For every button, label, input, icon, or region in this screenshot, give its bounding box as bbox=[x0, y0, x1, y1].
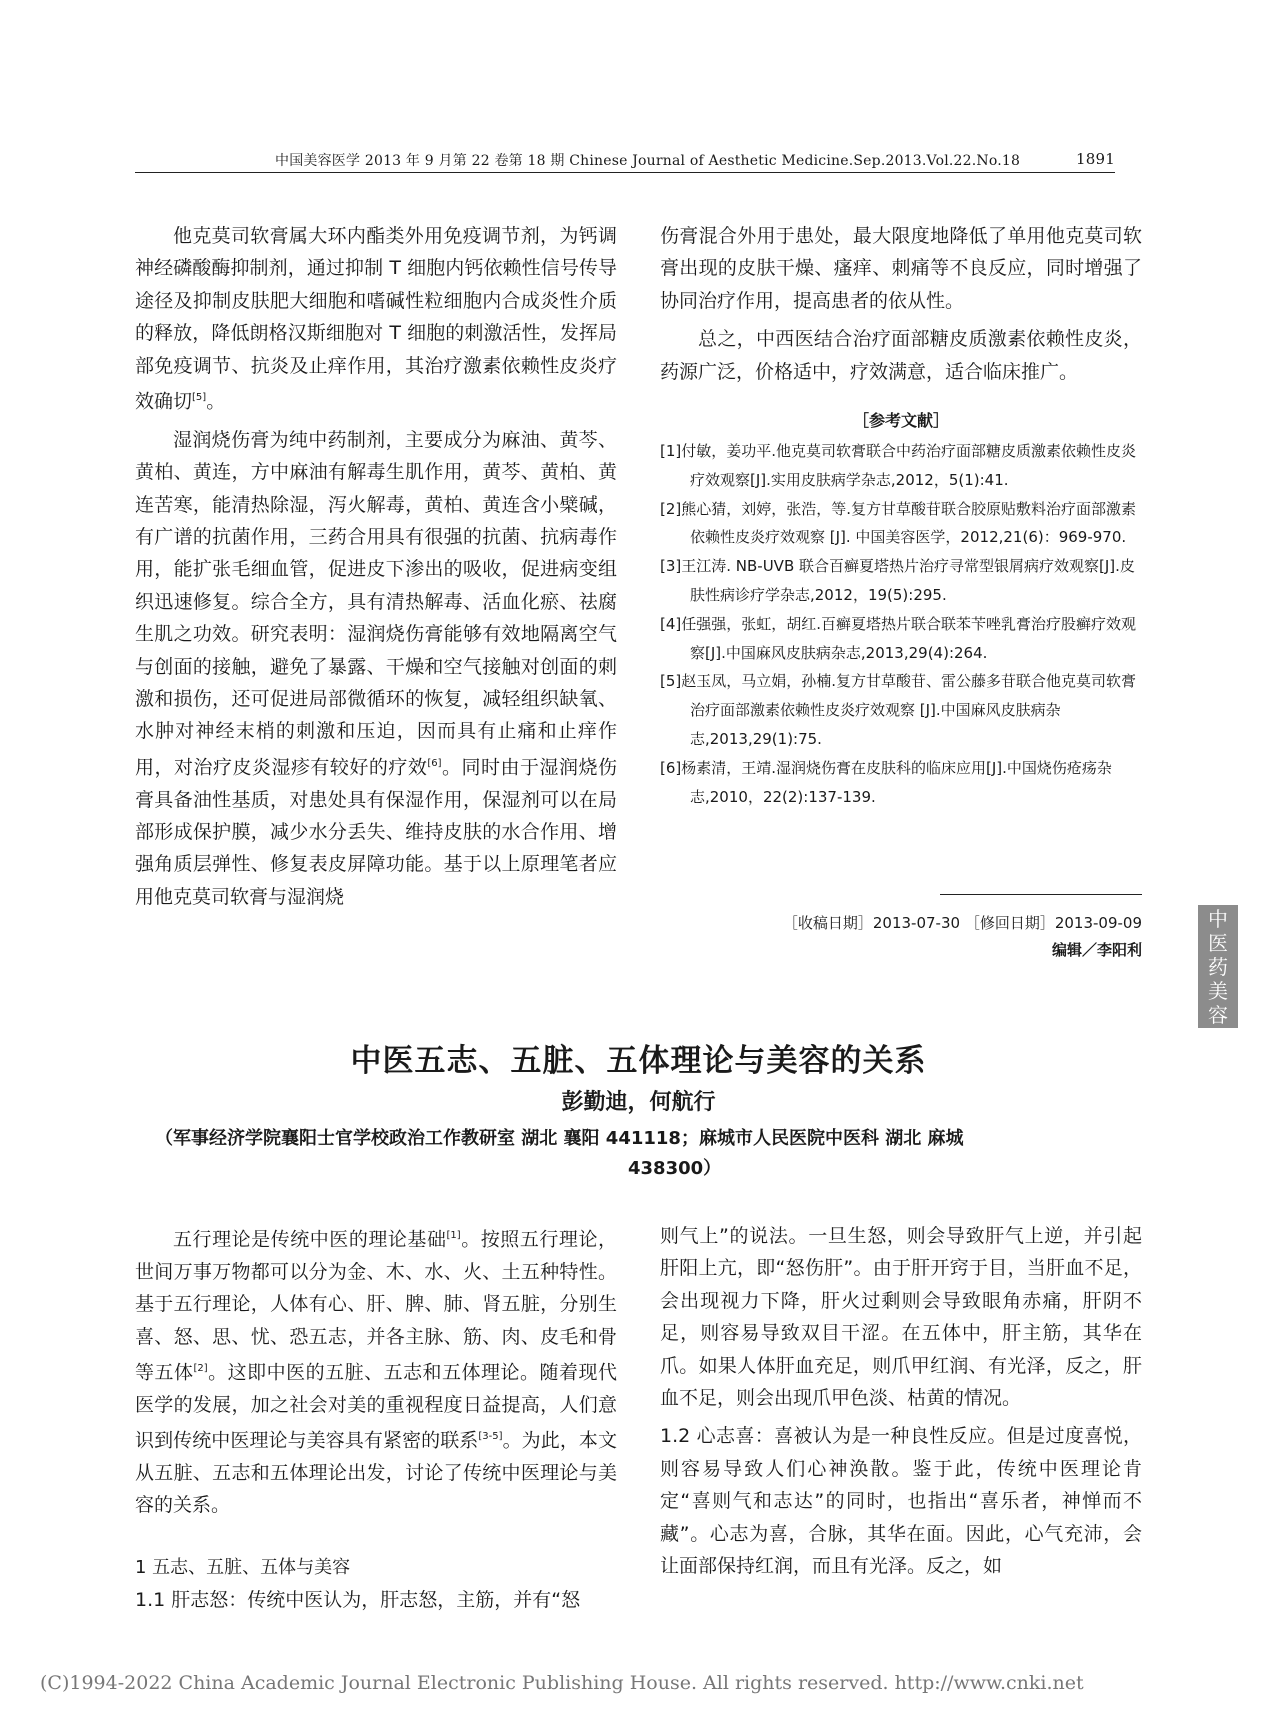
side-tab-char: 中 bbox=[1208, 907, 1228, 931]
article-affiliation bbox=[135, 1124, 1142, 1184]
article-header bbox=[135, 1040, 1142, 1184]
references-title: ［参考文献］ bbox=[852, 411, 949, 431]
affiliation-line: 438300） bbox=[628, 1158, 722, 1179]
paragraph: 总之，中西医结合治疗面部糖皮质激素依赖性皮炎，药源广泛，价格适中，疗效满意，适合临床推广。 bbox=[660, 328, 1142, 383]
citation[interactable]: [6] bbox=[427, 757, 442, 769]
editor-line: 编辑／李阳利 bbox=[1051, 941, 1142, 959]
affiliation-line: （军事经济学院襄阳士官学校政治工作教研室 湖北 襄阳 441118；麻城市人民医院中医科 湖北 麻城 bbox=[155, 1128, 964, 1149]
top-right-column bbox=[660, 220, 1142, 811]
bottom-right-column bbox=[660, 1220, 1142, 1582]
header-rule bbox=[135, 172, 1115, 173]
journal-citation: 中国美容医学 2013 年 9 月第 22 卷第 18 期 Chinese Journal of Aesthetic Medicine.Sep.2013.Vol.22.No.18 bbox=[275, 153, 1021, 169]
top-left-column bbox=[135, 220, 617, 913]
article-authors: 彭勤迪，何航行 bbox=[561, 1090, 716, 1115]
citation[interactable]: [3-5] bbox=[478, 1431, 503, 1443]
reference-item[interactable]: [5]赵玉凤，马立娟，孙楠.复方甘草酸苷、雷公藤多苷联合他克莫司软膏治疗面部激素依赖性皮炎疗效观察 [J].中国麻风皮肤病杂志,2013,29(1):75. bbox=[660, 672, 1137, 748]
received-date-line: ［收稿日期］2013-07-30 ［修回日期］2013-09-09 bbox=[782, 914, 1142, 932]
reference-item[interactable]: [3]王江涛. NB-UVB 联合百癣夏塔热片治疗寻常型银屑病疗效观察[J].皮肤性病诊疗学杂志,2012，19(5):295. bbox=[660, 557, 1135, 605]
citation[interactable]: [2] bbox=[193, 1362, 208, 1374]
paragraph: 他克莫司软膏属大环内酯类外用免疫调节剂，为钙调神经磷酸酶抑制剂，通过抑制 T 细胞内钙依赖性信号传导途径及抑制皮肤肥大细胞和嗜碱性粒细胞内合成炎性介质的释放，降低朗格汉斯细胞对 T 细胞的刺激活性，发挥局部免疫调节、抗炎及止痒作用，其治疗激素依赖性皮炎疗效确切[5]。 bbox=[135, 225, 617, 413]
citation[interactable]: [5] bbox=[192, 392, 207, 404]
side-tab-char: 药 bbox=[1208, 955, 1228, 979]
side-tab-char: 医 bbox=[1208, 931, 1228, 955]
references-list bbox=[660, 437, 1142, 811]
reference-item[interactable]: [4]任强强，张虹，胡红.百癣夏塔热片联合联苯苄唑乳膏治疗股癣疗效观察[J].中国麻风皮肤病杂志,2013,29(4):264. bbox=[660, 614, 1137, 662]
reference-item[interactable]: [1]付敏，姜功平.他克莫司软膏联合中药治疗面部糖皮质激素依赖性皮炎疗效观察[J].实用皮肤病学杂志,2012，5(1):41. bbox=[660, 442, 1137, 489]
reference-item[interactable]: [6]杨素清，王靖.湿润烧伤膏在皮肤科的临床应用[J].中国烧伤疮疡杂志,2010，22(2):137-139. bbox=[660, 758, 1112, 806]
paragraph: 湿润烧伤膏为纯中药制剂，主要成分为麻油、黄芩、黄柏、黄连，方中麻油有解毒生肌作用，黄芩、黄柏、黄连苦寒，能清热除湿，泻火解毒，黄柏、黄连含小檗碱，有广谱的抗菌作用，三药合用具有很强的抗菌、抗病毒作用，能扩张毛细血管，促进皮下渗出的吸收，促进病变组织迅速修复。综合全方，具有清热解毒、活血化瘀、祛腐生肌之功效。研究表明：湿润烧伤膏能够有效地隔离空气与创面的接触，避免了暴露、干燥和空气接触对创面的刺激和损伤，还可促进局部微循环的恢复，减轻组织缺氧、水肿对神经末梢的刺激和压迫，因而具有止痛和止痒作用，对治疗皮炎湿疹有较好的疗效[6]。同时由于湿润烧伤膏具备油性基质，对患处具有保湿作用，保湿剂可以在局部形成保护膜，减少水分丢失、维持皮肤的水合作用、增强角质层弹性、修复表皮屏障功能。基于以上原理笔者应用他克莫司软膏与湿润烧 bbox=[135, 428, 617, 908]
section-side-tab bbox=[1198, 905, 1238, 1028]
reference-item[interactable]: [2]熊心猜，刘婷，张浩，等.复方甘草酸苷联合胶原贴敷料治疗面部激素依赖性皮炎疗效观察 [J]. 中国美容医学，2012,21(6)：969-970. bbox=[660, 499, 1137, 547]
subsection-paragraph: 1.2 心志喜：喜被认为是一种良性反应。但是过度喜悦，则容易导致人们心神涣散。鉴于此，传统中医理论肯定“喜则气和志达”的同时，也指出“喜乐者，神惮而不藏”。心志为喜，合脉，其华在面。因此，心气充沛，会让面部保持红润，而且有光泽。反之，如 bbox=[660, 1425, 1142, 1578]
article-title: 中医五志、五脏、五体理论与美容的关系 bbox=[350, 1043, 927, 1079]
paragraph: 五行理论是传统中医的理论基础[1]。按照五行理论，世间万事万物都可以分为金、木、水、火、土五种特性。基于五行理论，人体有心、肝、脾、肺、肾五脏，分别生喜、怒、思、忧、恐五志，并各主脉、筋、肉、皮毛和骨等五体[2]。这即中医的五脏、五志和五体理论。随着现代医学的发展，加之社会对美的重视程度日益提高，人们意识到传统中医理论与美容具有紧密的联系[3-5]。为此，本文从五脏、五志和五体理论出发，讨论了传统中医理论与美容的关系。 bbox=[135, 1228, 617, 1517]
side-tab-char: 容 bbox=[1208, 1003, 1228, 1027]
bottom-left-column bbox=[135, 1220, 617, 1616]
copyright-footer: (C)1994-2022 China Academic Journal Electronic Publishing House. All rights reserved. http://www.cnki.net bbox=[40, 1672, 1084, 1694]
citation[interactable]: [1] bbox=[446, 1230, 461, 1241]
paragraph: 伤膏混合外用于患处，最大限度地降低了单用他克莫司软膏出现的皮肤干燥、瘙痒、刺痛等不良反应，同时增强了协同治疗作用，提高患者的依从性。 bbox=[660, 225, 1142, 312]
side-tab-char: 美 bbox=[1208, 979, 1228, 1003]
received-dates bbox=[783, 910, 1142, 964]
end-rule bbox=[940, 894, 1142, 895]
section-heading: 1 五志、五脏、五体与美容 bbox=[135, 1556, 351, 1578]
page-number: 1891 bbox=[1076, 150, 1115, 168]
subsection-paragraph: 1.1 肝志怒：传统中医认为，肝志怒，主筋，并有“怒 bbox=[135, 1588, 581, 1611]
paragraph: 则气上”的说法。一旦生怒，则会导致肝气上逆，并引起肝阳上亢，即“怒伤肝”。由于肝开窍于目，当肝血不足，会出现视力下降，肝火过剩则会导致眼角赤痛，肝阴不足，则容易导致双目干涩。在五体中，肝主筋，其华在爪。如果人体肝血充足，则爪甲红润、有光泽，反之，肝血不足，则会出现爪甲色淡、枯黄的情况。 bbox=[660, 1225, 1142, 1410]
